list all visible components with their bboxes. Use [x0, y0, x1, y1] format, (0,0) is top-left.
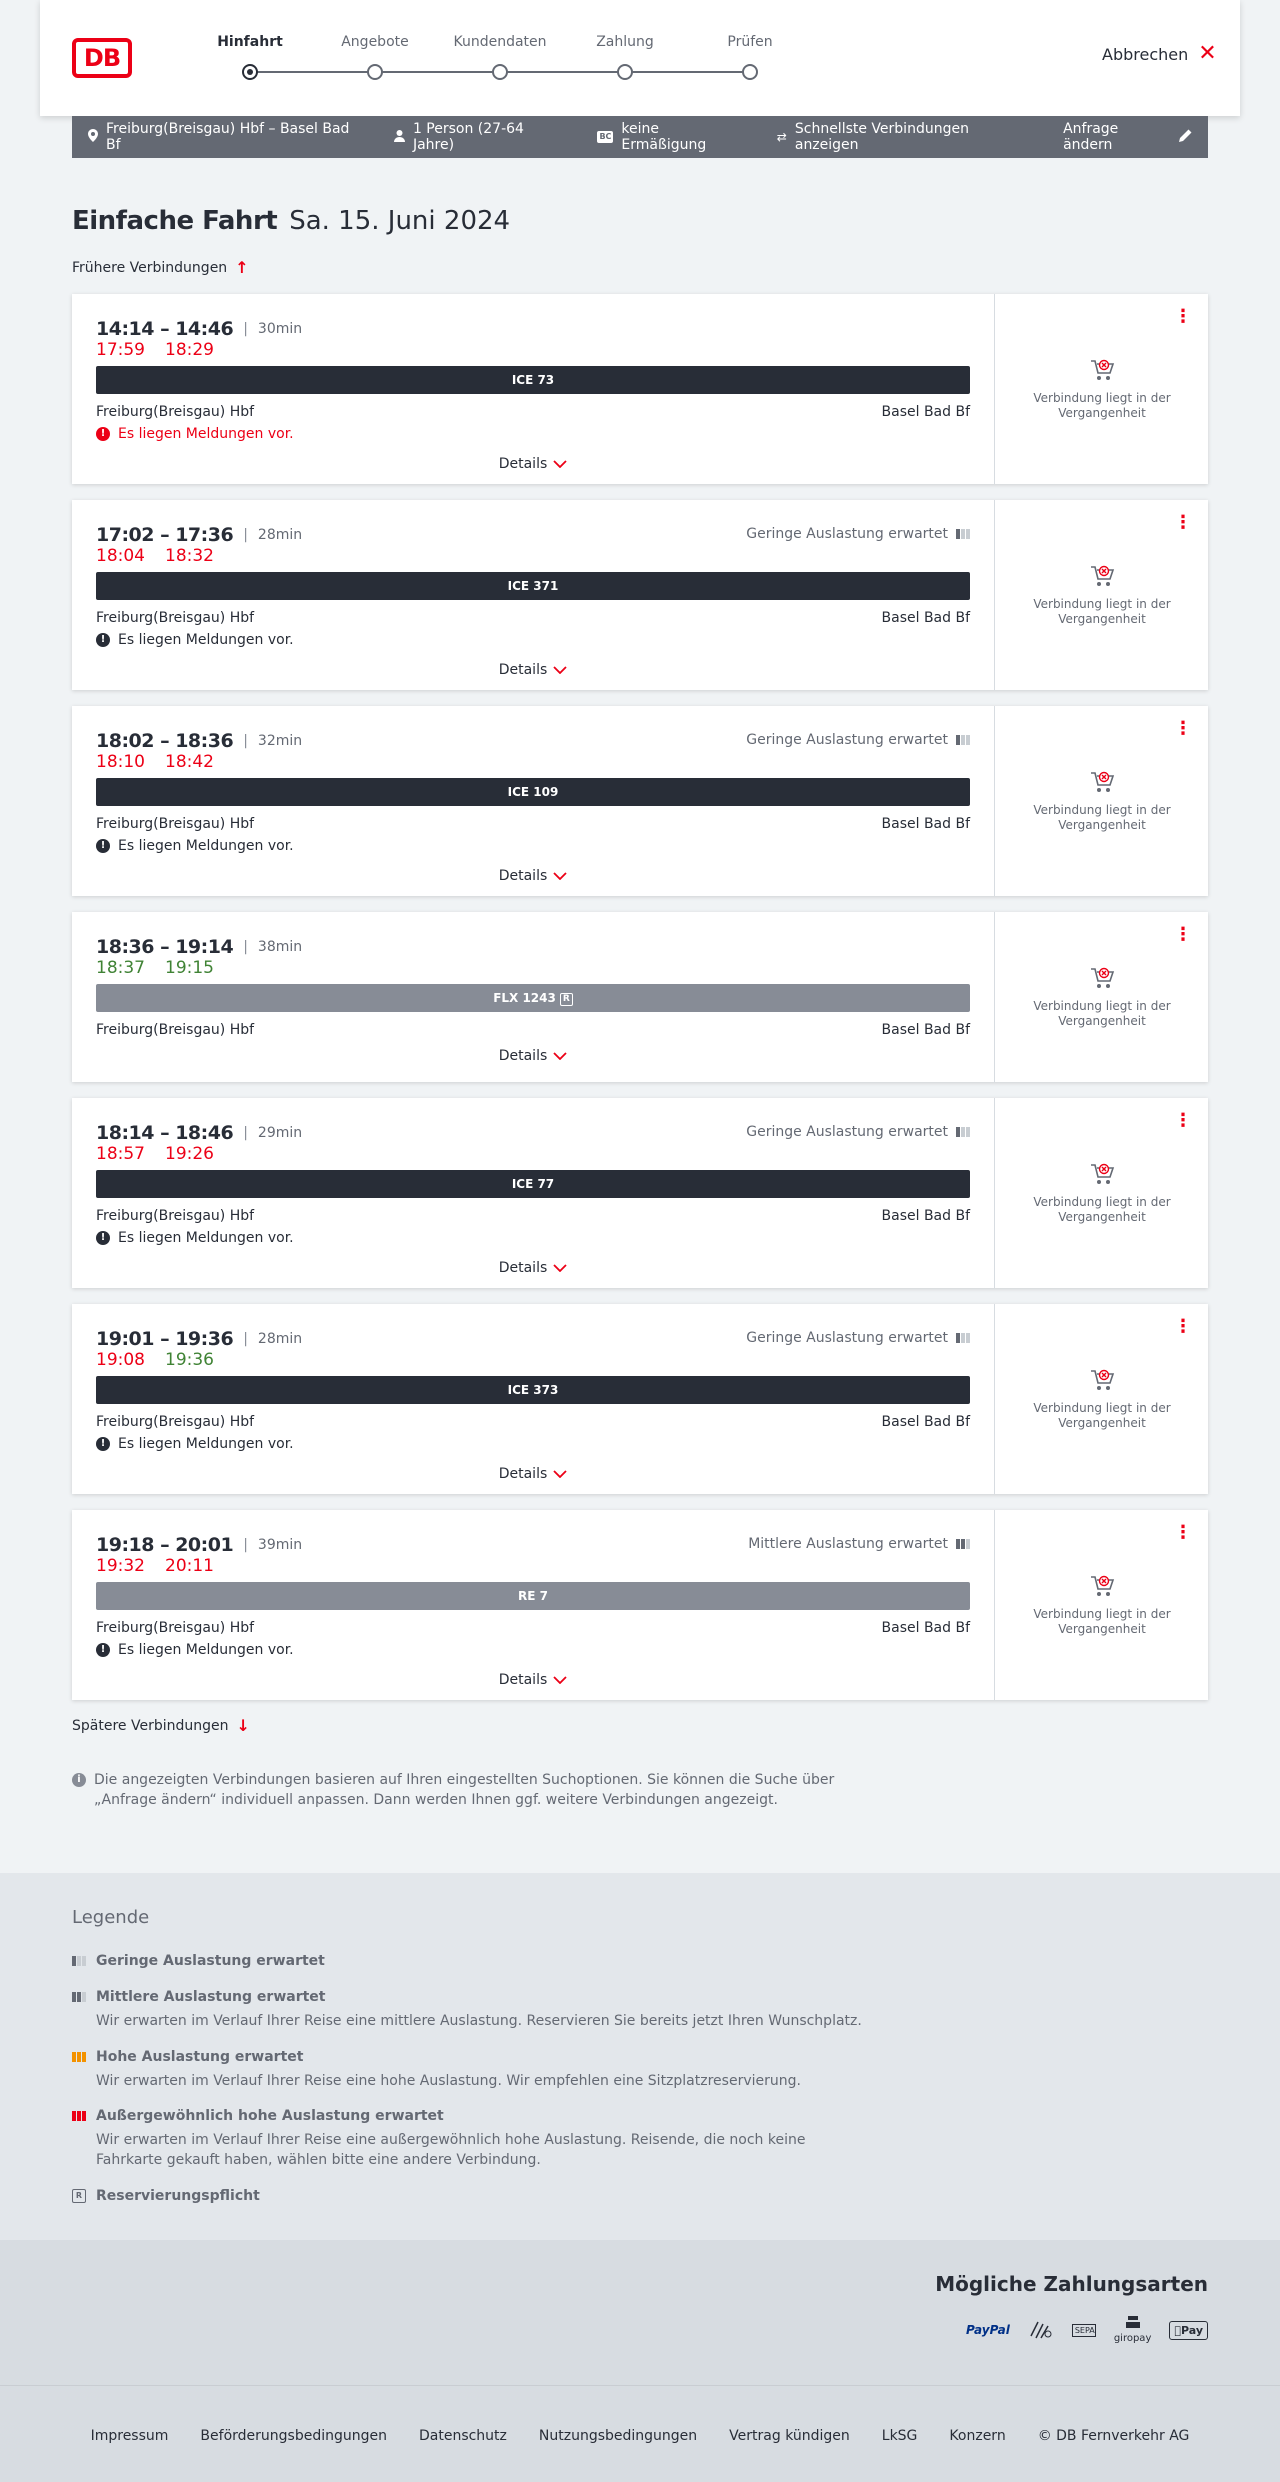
duration: 30min — [257, 321, 303, 337]
planned-times — [96, 1122, 302, 1144]
realtime-arrival: 19:36 — [165, 1350, 214, 1370]
bahncard-icon: BC — [599, 132, 612, 141]
past-connection-text: Verbindung liegt in der Vergangenheit — [1033, 999, 1171, 1028]
planned-times — [96, 1534, 302, 1556]
occupancy-extreme-icon — [72, 2111, 86, 2121]
train-bar — [96, 1170, 970, 1198]
legend-item-reservation — [72, 2188, 872, 2204]
planned-time-range: 18:14 – 18:46 — [96, 1122, 234, 1144]
arrow-down-icon: ↓ — [236, 1716, 250, 1735]
fastest-text: Schnellste Verbindungen anzeigen — [794, 121, 969, 153]
realtime-times — [96, 1350, 214, 1370]
payment-icons — [966, 2316, 1208, 2344]
connection-info — [72, 500, 994, 690]
chevron-down-icon — [553, 1049, 567, 1063]
giropay-icon — [1114, 2316, 1152, 2344]
discount-summary — [597, 121, 744, 153]
page-title — [72, 206, 510, 236]
details-toggle[interactable] — [72, 1048, 994, 1064]
step-dot — [617, 64, 633, 80]
realtime-arrival: 18:42 — [165, 752, 214, 772]
route-text: Freiburg(Breisgau) Hbf – Basel Bad Bf — [106, 121, 350, 153]
details-toggle[interactable] — [72, 456, 994, 472]
chevron-down-icon — [553, 663, 567, 677]
realtime-times — [96, 958, 214, 978]
occupancy-icon — [956, 1127, 970, 1137]
train-name: FLX 1243 — [493, 991, 556, 1005]
occupancy-info — [746, 526, 970, 542]
booking-panel — [994, 1510, 1208, 1700]
chevron-down-icon — [553, 457, 567, 471]
booking-panel — [994, 912, 1208, 1082]
cancel-label: Abbrechen — [1102, 44, 1189, 64]
departure-station: Freiburg(Breisgau) Hbf — [96, 1022, 255, 1038]
occupancy-medium-icon — [72, 1992, 86, 2002]
person-icon — [394, 130, 405, 145]
giropay-label: giropay — [1113, 2333, 1152, 2344]
realtime-departure: 17:59 — [96, 340, 145, 360]
details-toggle[interactable] — [72, 662, 994, 678]
stations — [96, 1620, 970, 1636]
legend-item-desc: Wir erwarten im Verlauf Ihrer Reise eine mittlere Auslastung. Reservieren Sie bereits jetzt Ihren Wunschplatz. — [96, 2013, 862, 2029]
past-connection-info — [995, 769, 1209, 833]
location-pin-icon — [88, 129, 98, 145]
train-bar — [96, 778, 970, 806]
cart-unavailable-icon — [1089, 1573, 1115, 1599]
later-connections-label: Spätere Verbindungen — [72, 1717, 229, 1734]
earlier-connections-label: Frühere Verbindungen — [72, 259, 228, 276]
separator: | — [243, 733, 248, 749]
step-dot — [492, 64, 508, 80]
disruption-text: Es liegen Meldungen vor. — [118, 1230, 294, 1246]
more-vertical-icon[interactable]: ⋮ — [1174, 718, 1192, 739]
warning-icon: ! — [96, 633, 110, 647]
occupancy-info — [748, 1536, 970, 1552]
realtime-departure: 18:10 — [96, 752, 145, 772]
occupancy-label: Mittlere Auslastung erwartet — [748, 1536, 948, 1552]
connection-card[interactable] — [72, 294, 1208, 484]
search-summary-bar — [72, 116, 1208, 158]
connection-info — [72, 294, 994, 484]
warning-icon: ! — [96, 1643, 110, 1657]
connection-info — [72, 1304, 994, 1494]
step-label: Kundendaten — [453, 34, 547, 50]
footer-copyright: © DB Fernverkehr AG — [1037, 2428, 1190, 2444]
more-vertical-icon[interactable]: ⋮ — [1174, 512, 1192, 533]
occupancy-info — [746, 732, 970, 748]
change-search-button[interactable] — [1063, 121, 1192, 153]
departure-station: Freiburg(Breisgau) Hbf — [96, 610, 255, 626]
duration: 32min — [257, 733, 303, 749]
past-connection-info — [995, 965, 1209, 1029]
connection-card[interactable] — [72, 912, 1208, 1082]
departure-station: Freiburg(Breisgau) Hbf — [96, 1208, 255, 1224]
occupancy-icon — [956, 735, 970, 745]
legend-item-extreme — [72, 2108, 872, 2170]
realtime-arrival: 18:29 — [165, 340, 214, 360]
duration: 39min — [257, 1537, 303, 1553]
planned-times — [96, 524, 302, 546]
earlier-connections-link[interactable] — [72, 258, 249, 277]
past-connection-text: Verbindung liegt in der Vergangenheit — [1033, 1401, 1171, 1430]
connection-info — [72, 1098, 994, 1288]
past-connection-text: Verbindung liegt in der Vergangenheit — [1033, 803, 1171, 832]
step-dot — [367, 64, 383, 80]
cancel-button[interactable] — [1102, 41, 1217, 66]
occupancy-label: Geringe Auslastung erwartet — [746, 1330, 948, 1346]
warning-icon: ! — [96, 1231, 110, 1245]
step-angebote[interactable] — [315, 34, 435, 80]
stations — [96, 1208, 970, 1224]
realtime-departure: 18:37 — [96, 958, 145, 978]
step-pruefen[interactable] — [690, 34, 810, 80]
connection-card[interactable] — [72, 1304, 1208, 1494]
fastest-option — [777, 121, 1031, 153]
details-label: Details — [498, 456, 548, 472]
stations — [96, 404, 970, 420]
more-vertical-icon[interactable]: ⋮ — [1174, 924, 1192, 945]
details-label: Details — [498, 1466, 548, 1482]
step-label: Zahlung — [596, 34, 654, 50]
warning-icon: ! — [96, 839, 110, 853]
chevron-down-icon — [553, 869, 567, 883]
planned-times — [96, 1328, 302, 1350]
footer-link-konzern[interactable]: Konzern — [949, 2428, 1006, 2444]
train-name: ICE 73 — [511, 373, 555, 387]
train-name: ICE 373 — [507, 1383, 559, 1397]
legend-item-title: Außergewöhnlich hohe Auslastung erwartet — [96, 2108, 444, 2124]
legend-section — [0, 1873, 1280, 2240]
close-icon: ✕ — [1198, 41, 1217, 66]
disruption-message — [96, 1230, 294, 1246]
planned-time-range: 18:36 – 19:14 — [96, 936, 234, 958]
passenger-text: 1 Person (27-64 Jahre) — [412, 121, 524, 153]
occupancy-label: Geringe Auslastung erwartet — [746, 526, 948, 542]
departure-station: Freiburg(Breisgau) Hbf — [96, 404, 255, 420]
step-dot — [742, 64, 758, 80]
planned-time-range: 14:14 – 14:46 — [96, 318, 234, 340]
details-label: Details — [498, 662, 548, 678]
footer-link-befoerderungsbedingungen[interactable]: Beförderungsbedingungen — [200, 2428, 387, 2444]
realtime-times — [96, 340, 214, 360]
train-bar — [96, 1376, 970, 1404]
planned-time-range: 19:01 – 19:36 — [96, 1328, 234, 1350]
change-search-label: Anfrage ändern — [1063, 121, 1119, 153]
discount-text: keine Ermäßigung — [621, 121, 707, 153]
disruption-message — [96, 632, 294, 648]
booking-panel — [994, 294, 1208, 484]
realtime-times — [96, 752, 214, 772]
occupancy-icon — [956, 1333, 970, 1343]
disruption-text: Es liegen Meldungen vor. — [118, 426, 294, 442]
planned-times — [96, 318, 302, 340]
train-bar — [96, 366, 970, 394]
cart-unavailable-icon — [1089, 357, 1115, 383]
departure-station: Freiburg(Breisgau) Hbf — [96, 816, 255, 832]
details-toggle[interactable] — [72, 1672, 994, 1688]
legend-item-desc: Wir erwarten im Verlauf Ihrer Reise eine hohe Auslastung. Wir empfehlen eine Sitzplatzreservierung. — [96, 2073, 801, 2089]
separator: | — [243, 1537, 248, 1553]
credit-card-icon — [1028, 2318, 1054, 2343]
legend-item-title: Reservierungspflicht — [96, 2188, 260, 2204]
realtime-departure: 19:32 — [96, 1556, 145, 1576]
details-toggle[interactable] — [72, 1260, 994, 1276]
arrival-station: Basel Bad Bf — [881, 610, 970, 626]
booking-header-card — [40, 0, 1240, 116]
more-vertical-icon[interactable]: ⋮ — [1174, 1110, 1192, 1131]
occupancy-label: Geringe Auslastung erwartet — [746, 732, 948, 748]
train-bar — [96, 1582, 970, 1610]
footer-link-impressum[interactable]: Impressum — [90, 2428, 169, 2444]
payment-title: Mögliche Zahlungsarten — [935, 2272, 1208, 2296]
past-connection-text: Verbindung liegt in der Vergangenheit — [1033, 391, 1171, 420]
step-label: Prüfen — [727, 34, 773, 50]
chevron-down-icon — [553, 1261, 567, 1275]
cart-unavailable-icon — [1089, 563, 1115, 589]
chevron-down-icon — [553, 1673, 567, 1687]
db-logo[interactable]: DB — [72, 38, 132, 78]
departure-station: Freiburg(Breisgau) Hbf — [96, 1414, 255, 1430]
disruption-message — [96, 1642, 294, 1658]
more-vertical-icon[interactable]: ⋮ — [1174, 1522, 1192, 1543]
connection-info — [72, 1510, 994, 1700]
separator: | — [243, 527, 248, 543]
stations — [96, 1414, 970, 1430]
search-info-note — [72, 1770, 852, 1810]
departure-station: Freiburg(Breisgau) Hbf — [96, 1620, 255, 1636]
arrival-station: Basel Bad Bf — [881, 1620, 970, 1636]
arrival-station: Basel Bad Bf — [881, 1022, 970, 1038]
past-connection-info — [995, 1573, 1209, 1637]
details-label: Details — [498, 1048, 548, 1064]
realtime-times — [96, 1144, 214, 1164]
step-zahlung[interactable] — [565, 34, 685, 80]
reservation-required-icon: R — [72, 2189, 86, 2203]
warning-icon: ! — [96, 427, 110, 441]
apple-pay-icon — [1169, 2321, 1208, 2340]
legend-item-title: Geringe Auslastung erwartet — [96, 1953, 325, 1969]
train-name: ICE 77 — [511, 1177, 555, 1191]
train-bar — [96, 984, 970, 1012]
past-connection-text: Verbindung liegt in der Vergangenheit — [1033, 597, 1171, 626]
step-dot-active — [242, 64, 258, 80]
stations — [96, 1022, 970, 1038]
disruption-text: Es liegen Meldungen vor. — [118, 632, 294, 648]
cart-unavailable-icon — [1089, 1367, 1115, 1393]
arrow-up-icon: ↑ — [235, 258, 249, 277]
info-icon: i — [72, 1773, 86, 1787]
disruption-message — [96, 1436, 294, 1452]
stations — [96, 610, 970, 626]
realtime-arrival: 19:15 — [165, 958, 214, 978]
legend-item-low — [72, 1953, 872, 1969]
footer-link-datenschutz[interactable]: Datenschutz — [418, 2428, 507, 2444]
connection-card[interactable] — [72, 500, 1208, 690]
booking-panel — [994, 1304, 1208, 1494]
passenger-summary — [394, 121, 566, 153]
past-connection-text: Verbindung liegt in der Vergangenheit — [1033, 1195, 1171, 1224]
occupancy-low-icon — [72, 1956, 86, 1966]
connection-card[interactable] — [72, 1510, 1208, 1700]
connection-card[interactable] — [72, 1098, 1208, 1288]
past-connection-text: Verbindung liegt in der Vergangenheit — [1033, 1607, 1171, 1636]
footer-link-nutzungsbedingungen[interactable]: Nutzungsbedingungen — [538, 2428, 698, 2444]
details-label: Details — [498, 1672, 548, 1688]
separator: | — [243, 321, 248, 337]
duration: 28min — [257, 527, 303, 543]
pencil-icon — [1179, 129, 1192, 146]
realtime-times — [96, 1556, 214, 1576]
realtime-departure: 18:57 — [96, 1144, 145, 1164]
page-footer — [0, 2385, 1280, 2482]
disruption-text: Es liegen Meldungen vor. — [118, 1642, 294, 1658]
past-connection-info — [995, 1161, 1209, 1225]
footer-link-lksg[interactable]: LkSG — [881, 2428, 918, 2444]
legend-item-high — [72, 2049, 872, 2091]
realtime-departure: 19:08 — [96, 1350, 145, 1370]
occupancy-icon — [956, 529, 970, 539]
trip-date: Sa. 15. Juni 2024 — [289, 206, 511, 236]
paypal-icon: PayPal — [966, 2323, 1010, 2337]
planned-times — [96, 936, 302, 958]
duration: 28min — [257, 1331, 303, 1347]
details-toggle[interactable] — [72, 1466, 994, 1482]
realtime-times — [96, 546, 214, 566]
disruption-text: Es liegen Meldungen vor. — [118, 838, 294, 854]
more-vertical-icon[interactable]: ⋮ — [1174, 306, 1192, 327]
warning-icon: ! — [96, 1437, 110, 1451]
top-header — [0, 0, 1280, 116]
step-label: Hinfahrt — [217, 34, 283, 50]
details-label: Details — [498, 868, 548, 884]
legend-item-title: Hohe Auslastung erwartet — [96, 2049, 304, 2065]
realtime-departure: 18:04 — [96, 546, 145, 566]
disruption-message — [96, 426, 294, 442]
reservation-required-icon: R — [560, 993, 573, 1006]
past-connection-info — [995, 357, 1209, 421]
info-note-text: Die angezeigten Verbindungen basieren auf Ihren eingestellten Suchoptionen. Sie können die Suche über „Anfrage ändern“ individuell anpassen. Dann werden Ihnen ggf. weitere Verbindungen angezeigt. — [94, 1772, 835, 1808]
planned-time-range: 17:02 – 17:36 — [96, 524, 234, 546]
legend-item-desc: Wir erwarten im Verlauf Ihrer Reise eine außergewöhnlich hohe Auslastung. Reisende, die noch keine Fahrkarte gekauft haben, wählen bitte eine andere Verbindung. — [96, 2132, 806, 2168]
connection-info — [72, 706, 994, 896]
disruption-text: Es liegen Meldungen vor. — [118, 1436, 294, 1452]
train-name: RE 7 — [518, 1589, 548, 1603]
train-name: ICE 371 — [507, 579, 559, 593]
booking-panel — [994, 706, 1208, 896]
separator: | — [243, 939, 248, 955]
route-summary — [88, 121, 362, 153]
occupancy-high-icon — [72, 2052, 86, 2062]
cart-unavailable-icon — [1089, 965, 1115, 991]
connection-card[interactable] — [72, 706, 1208, 896]
legend-title: Legende — [72, 1907, 150, 1928]
separator: | — [243, 1331, 248, 1347]
footer-link-vertrag-kuendigen[interactable]: Vertrag kündigen — [729, 2428, 850, 2444]
train-bar — [96, 572, 970, 600]
train-name: ICE 109 — [507, 785, 559, 799]
duration: 29min — [257, 1125, 303, 1141]
occupancy-info — [746, 1124, 970, 1140]
booking-panel — [994, 500, 1208, 690]
realtime-arrival: 19:26 — [165, 1144, 214, 1164]
step-kundendaten[interactable] — [440, 34, 560, 80]
occupancy-info — [746, 1330, 970, 1346]
footer-links — [0, 2428, 1280, 2444]
arrival-station: Basel Bad Bf — [881, 1414, 970, 1430]
separator: | — [243, 1125, 248, 1141]
booking-panel — [994, 1098, 1208, 1288]
planned-times — [96, 730, 302, 752]
step-hinfahrt[interactable] — [190, 34, 310, 80]
later-connections-link[interactable] — [72, 1716, 250, 1735]
payment-methods-section — [0, 2240, 1280, 2385]
arrival-station: Basel Bad Bf — [881, 816, 970, 832]
planned-time-range: 18:02 – 18:36 — [96, 730, 234, 752]
trip-type-title: Einfache Fahrt — [72, 206, 278, 236]
details-toggle[interactable] — [72, 868, 994, 884]
past-connection-info — [995, 1367, 1209, 1431]
duration: 38min — [257, 939, 303, 955]
arrival-station: Basel Bad Bf — [881, 1208, 970, 1224]
cart-unavailable-icon — [1089, 1161, 1115, 1187]
booking-progress-steps — [210, 34, 790, 84]
apple-pay-label: Pay — [1180, 2323, 1203, 2337]
occupancy-label: Geringe Auslastung erwartet — [746, 1124, 948, 1140]
past-connection-info — [995, 563, 1209, 627]
stations — [96, 816, 970, 832]
planned-time-range: 19:18 – 20:01 — [96, 1534, 234, 1556]
arrival-station: Basel Bad Bf — [881, 404, 970, 420]
more-vertical-icon[interactable]: ⋮ — [1174, 1316, 1192, 1337]
realtime-arrival: 20:11 — [165, 1556, 214, 1576]
realtime-arrival: 18:32 — [165, 546, 214, 566]
details-label: Details — [498, 1260, 548, 1276]
legend-item-medium — [72, 1989, 872, 2031]
occupancy-icon — [956, 1539, 970, 1549]
step-label: Angebote — [341, 34, 409, 50]
sepa-icon: SEPA — [1072, 2324, 1096, 2337]
legend-item-title: Mittlere Auslastung erwartet — [96, 1989, 326, 2005]
cart-unavailable-icon — [1089, 769, 1115, 795]
swap-icon: ⇄ — [776, 130, 787, 144]
connection-info — [72, 912, 994, 1082]
apple-glyph — [1174, 2324, 1181, 2337]
chevron-down-icon — [553, 1467, 567, 1481]
disruption-message — [96, 838, 294, 854]
